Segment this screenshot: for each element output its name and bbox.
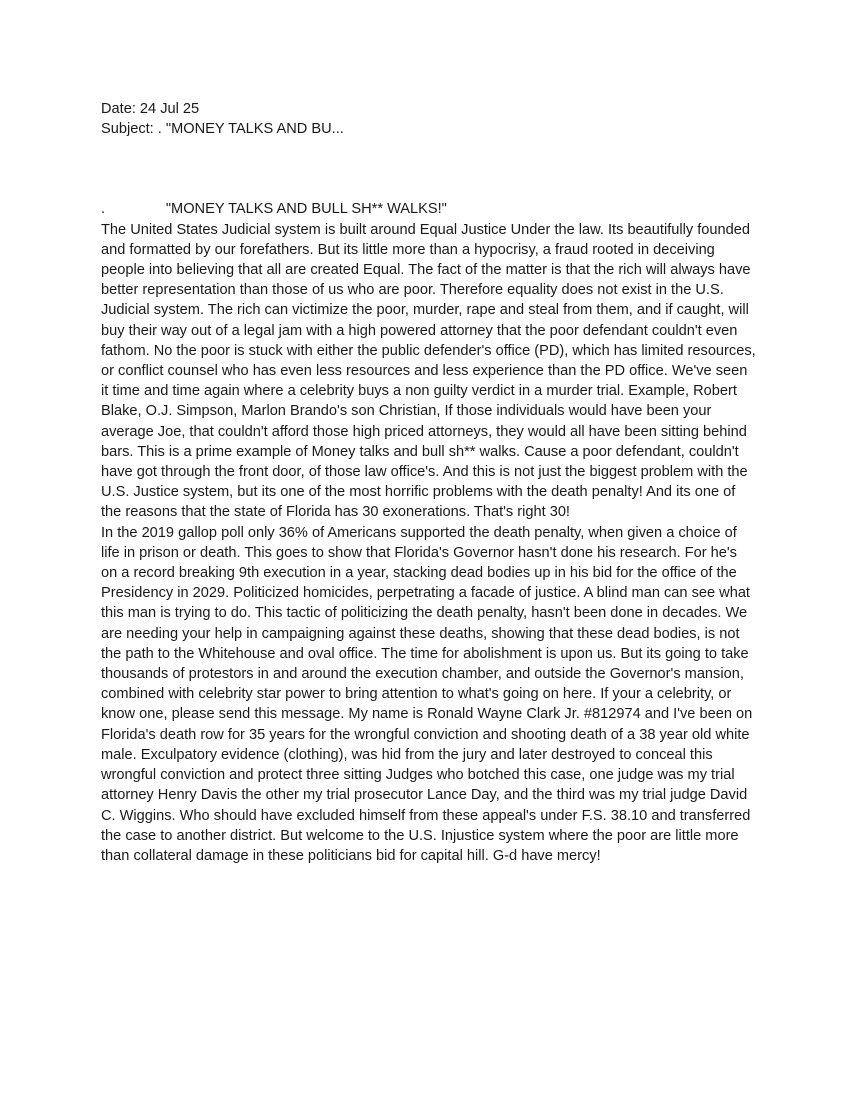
letter-content (101, 99, 756, 866)
subject-line: Subject: . "MONEY TALKS AND BU... (101, 121, 344, 138)
paragraph-1: The United States Judicial system is built around Equal Justice Under the law. Its beautifully founded and formatted by our forefathers. But its little more than a hypocrisy, a fraud rooted in deceiving people into believing that all are created Equal. The fact of the matter is that the rich will always have better representation than those of us who are poor. Therefore equality does not exist in the U.S. Judicial system. The rich can victimize the poor, murder, rape and steal from them, and if caught, will buy their way out of a legal jam with a high powered attorney that the poor defendant couldn't even fathom. No the poor is stuck with either the public defender's office (PD), which has limited resources, or conflict counsel who has even less resources and less experience than the PD office. We've seen it time and time again where a celebrity buys a non guilty verdict in a murder trial. Example, Robert Blake, O.J. Simpson, Marlon Brando's son Christian, If those individuals would have been your average Joe, that couldn't afford those high priced attorneys, they would all have been sitting behind bars. This is a prime example of Money talks and bull sh** walks. Cause a poor defendant, couldn't have got through the front door, of those law office's. And this is not just the biggest problem with the U.S. Justice system, but its one of the most horrific problems with the death penalty! And its one of the reasons that the state of Florida has 30 exonerations. That's right 30! (101, 221, 756, 521)
header-spacer (101, 139, 756, 199)
letter-title: . "MONEY TALKS AND BULL SH** WALKS!" (101, 201, 447, 218)
date-line: Date: 24 Jul 25 (101, 101, 200, 117)
paragraph-2: In the 2019 gallop poll only 36% of Americans supported the death penalty, when given a choice of life in prison or death. This goes to show that Florida's Governor hasn't done his research. For he's on a record breaking 9th execution in a year, stacking dead bodies up in his bid for the office of the Presidency in 2029. Politicized homicides, perpetrating a facade of justice. A blind man can see what this man is trying to do. This tactic of politicizing the death penalty, hasn't been done in decades. We are needing your help in campaigning against these deaths, showing that these dead bodies, is not the path to the Whitehouse and oval office. The time for abolishment is upon us. But its going to take thousands of protestors in and around the execution chamber, and outside the Governor's mansion, combined with celebrity star power to bring attention to what's going on here. If your a celebrity, or know one, please send this message. My name is Ronald Wayne Clark Jr. #812974 and I've been on Florida's death row for 35 years for the wrongful conviction and shooting death of a 38 year old white male. Exculpatory evidence (clothing), was hid from the jury and later destroyed to conceal this wrongful conviction and protect three sitting Judges who botched this case, one judge was my trial attorney Henry Davis the other my trial prosecutor Lance Day, and the third was my trial judge David C. Wiggins. Who should have excluded himself from these appeal's under F.S. 38.10 and transferred the case to another district. But welcome to the U.S. Injustice system where the poor are little more than collateral damage in these politicians bid for capital hill. G-d have mercy! (101, 524, 753, 864)
